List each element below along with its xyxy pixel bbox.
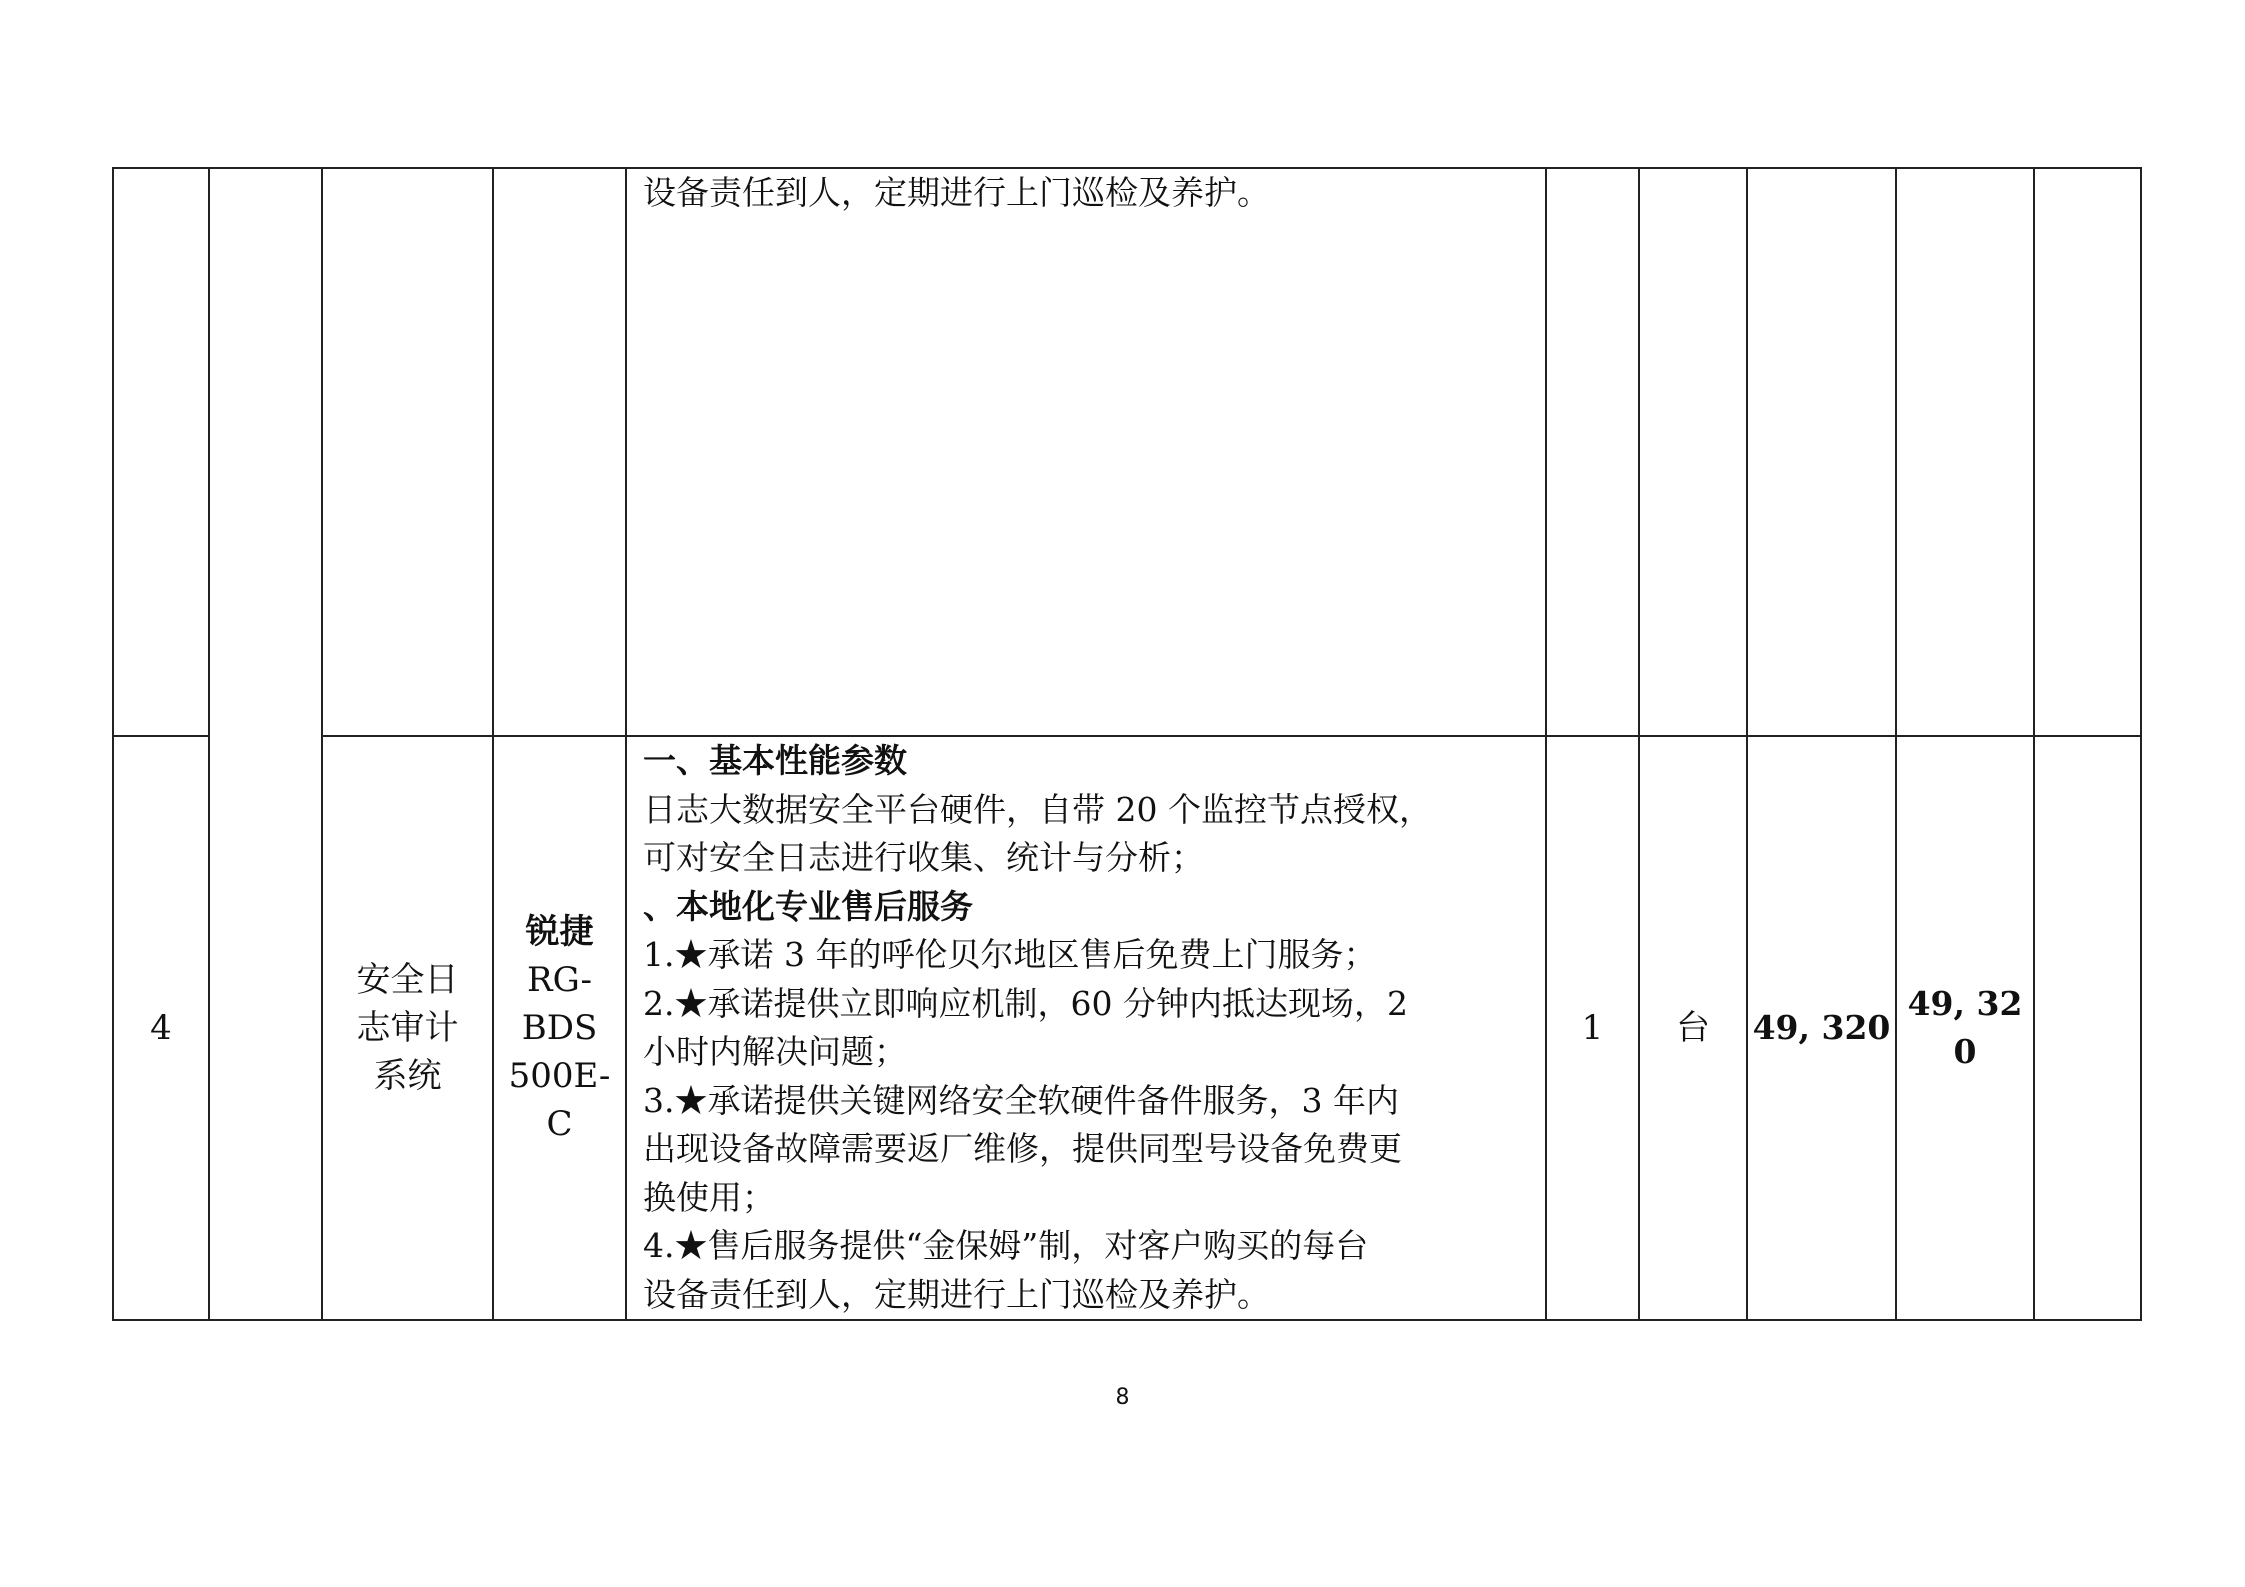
name-cell-continued [322, 168, 493, 736]
category-cell [209, 168, 322, 1320]
section-heading: 一、基本性能参数 [643, 741, 907, 780]
table-row [113, 168, 2141, 736]
unit-price-cell [1747, 736, 1896, 1320]
product-name-line: 系统 [373, 1056, 442, 1096]
unit-price-cell-continued [1747, 168, 1896, 736]
brand-name: 锐捷 [525, 912, 594, 952]
product-name-cell [322, 736, 493, 1320]
service-line: 1.★承诺 3 年的呼伦贝尔地区售后免费上门服务； [643, 935, 1377, 974]
unit-cell-continued [1639, 168, 1747, 736]
description-cell-continued [626, 168, 1546, 736]
service-line: 出现设备故障需要返厂维修，提供同型号设备免费更 [643, 1129, 1402, 1168]
description-text: 设备责任到人，定期进行上门巡检及养护。 [643, 173, 1270, 212]
service-line: 2.★承诺提供立即响应机制，60 分钟内抵达现场，2 [643, 983, 1408, 1023]
param-line: 可对安全日志进行收集、统计与分析； [643, 838, 1204, 877]
param-line: 日志大数据安全平台硬件，自带 20 个监控节点授权， [643, 789, 1432, 829]
unit-price-value: 49, 320 [1752, 1008, 1891, 1047]
quantity-cell [1546, 736, 1639, 1320]
section-heading: 、本地化专业售后服务 [643, 886, 973, 926]
service-line: 小时内解决问题； [643, 1032, 907, 1071]
service-line: 设备责任到人，定期进行上门巡检及养护。 [643, 1274, 1270, 1314]
page-number: 8 [1115, 1385, 1130, 1410]
quantity-cell-continued [1546, 168, 1639, 736]
product-name-line: 安全日 [356, 960, 459, 1000]
index-cell [113, 736, 209, 1320]
table-row [113, 736, 2141, 1320]
description-cell [626, 736, 1546, 1320]
unit-value: 台 [1676, 1008, 1710, 1048]
remark-cell-continued [2034, 168, 2141, 736]
model-cell-continued [493, 168, 626, 736]
total-price-line: 0 [1953, 1032, 1977, 1071]
service-line: 3.★承诺提供关键网络安全软硬件备件服务，3 年内 [643, 1080, 1399, 1120]
remark-cell [2034, 736, 2141, 1320]
total-cell [1896, 736, 2034, 1320]
item-index: 4 [150, 1008, 172, 1048]
product-name-line: 志审计 [356, 1008, 459, 1048]
model-line: 500E- [508, 1056, 611, 1096]
unit-cell [1639, 736, 1747, 1320]
total-cell-continued [1896, 168, 2034, 736]
index-cell-continued [113, 168, 209, 736]
service-line: 4.★售后服务提供“金保姆”制，对客户购买的每台 [643, 1226, 1369, 1265]
model-line: BDS [521, 1008, 598, 1048]
service-line: 换使用； [643, 1177, 775, 1217]
brand-model-cell [493, 736, 626, 1320]
model-line: C [546, 1104, 573, 1144]
quantity-value: 1 [1581, 1008, 1604, 1048]
procurement-table [112, 167, 2142, 1321]
total-price-line: 49, 32 [1907, 984, 2023, 1023]
model-line: RG- [527, 960, 592, 1000]
